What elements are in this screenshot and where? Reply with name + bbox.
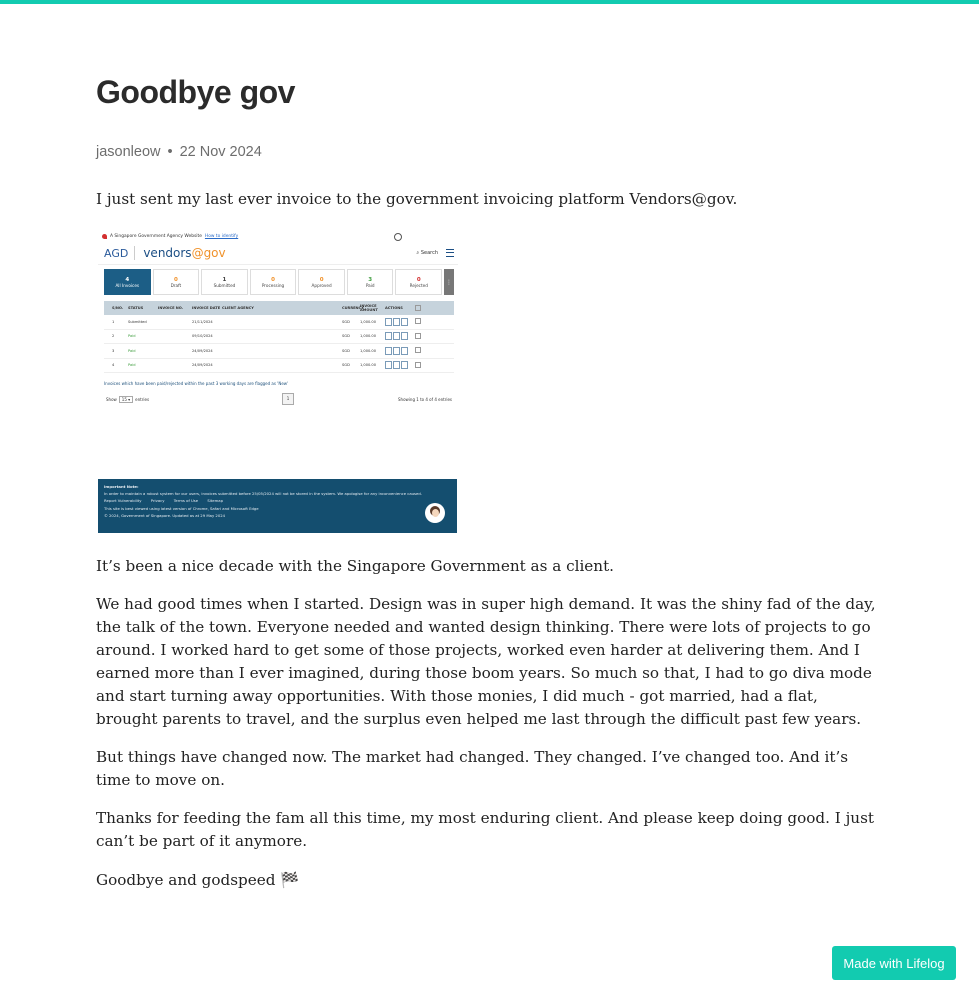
select-all-checkbox bbox=[415, 305, 423, 312]
cell-status: Paid bbox=[128, 363, 136, 368]
browser-note: This site is best viewed using latest version of Chrome, Safari and Microsoft Edge bbox=[104, 505, 259, 511]
gov-banner bbox=[98, 230, 458, 242]
col-client-agency: CLIENT AGENCY bbox=[222, 306, 254, 310]
cell-date: 21/11/2024 bbox=[192, 319, 213, 324]
delete-icon bbox=[401, 318, 408, 326]
tile-label: Approved bbox=[311, 282, 332, 288]
vendors-gov-footer-screenshot bbox=[98, 479, 457, 533]
document-icon bbox=[385, 361, 392, 369]
row-checkbox bbox=[415, 362, 423, 369]
tile-count: 0 bbox=[173, 276, 178, 283]
delete-icon bbox=[401, 361, 408, 369]
cell-currency: SGD bbox=[342, 363, 350, 368]
cell-currency: SGD bbox=[342, 348, 350, 353]
show-label: Show bbox=[106, 396, 117, 402]
table-row bbox=[104, 344, 454, 359]
copyright: © 2024, Government of Singapore. Updated as at 29 May 2024 bbox=[104, 512, 226, 518]
col-amount: INVOICE AMOUNT bbox=[360, 304, 378, 312]
cell-no: 2 bbox=[112, 334, 115, 339]
cell-amount: 1,000.00 bbox=[360, 363, 377, 368]
cell-no: 1 bbox=[112, 319, 115, 324]
tile-submitted bbox=[201, 269, 248, 295]
vendors-logo bbox=[143, 246, 225, 260]
cell-date: 09/10/2024 bbox=[192, 334, 213, 339]
more-icon: ⋮ bbox=[444, 269, 454, 295]
col-currency: CURRENCY bbox=[342, 306, 364, 310]
pagination bbox=[106, 392, 452, 406]
lion-icon bbox=[102, 234, 107, 239]
cell-actions bbox=[385, 347, 415, 355]
history-icon bbox=[393, 332, 400, 340]
col-status: STATUS bbox=[128, 306, 144, 310]
logo-gov: @gov bbox=[191, 246, 226, 260]
tile-processing bbox=[250, 269, 297, 295]
table-row bbox=[104, 359, 454, 374]
page-button: 1 bbox=[282, 393, 294, 405]
divider bbox=[134, 246, 135, 260]
tile-label: Processing bbox=[261, 282, 285, 288]
banner-text: A Singapore Government Agency Website bbox=[110, 233, 202, 239]
tile-label: Rejected bbox=[409, 282, 428, 288]
search-link: ⌕ Search bbox=[416, 250, 438, 256]
site-header bbox=[98, 242, 458, 265]
author-link[interactable]: jasonleow bbox=[96, 144, 161, 160]
tile-count: 0 bbox=[416, 276, 421, 283]
table-header bbox=[104, 301, 454, 315]
page-size bbox=[106, 396, 149, 403]
vendors-gov-screenshot bbox=[98, 230, 458, 406]
paragraph: We had good times when I started. Design was in super high demand. It was the shiny fad of the day, the talk of the town. Everyone needed and wanted design thinking. There were lots of projects to go around. I worked hard to get some of those projects, worked even harder at delivering them. And I earned more than I ever imagined, during those boom years. So much so that, I had to go diva mode and start turning away opportunities. With those monies, I did much - got married, had a flat, brought parents to travel, and the surplus even helped me last through the difficult past few years. bbox=[96, 595, 876, 728]
post-meta bbox=[96, 144, 262, 160]
cell-status: Paid bbox=[128, 334, 136, 339]
entries-label: entries bbox=[135, 396, 150, 402]
delete-icon bbox=[401, 332, 408, 340]
tile-count: 1 bbox=[222, 276, 227, 283]
tile-paid bbox=[347, 269, 394, 295]
cell-no: 3 bbox=[112, 348, 115, 353]
logo-vendors: vendors bbox=[143, 246, 192, 260]
tile-count: 0 bbox=[319, 276, 324, 283]
cell-actions bbox=[385, 361, 415, 369]
cell-currency: SGD bbox=[342, 319, 350, 324]
cell-date: 24/09/2024 bbox=[192, 348, 213, 353]
search-label: Search bbox=[420, 250, 438, 256]
col-sno: S/NO. bbox=[112, 306, 124, 310]
tile-count: 3 bbox=[368, 276, 373, 283]
document-icon bbox=[385, 347, 392, 355]
cell-date: 24/09/2024 bbox=[192, 363, 213, 368]
identify-link: How to identify bbox=[204, 233, 239, 239]
tile-count: 0 bbox=[271, 276, 275, 283]
cell-amount: 1,000.00 bbox=[360, 319, 377, 324]
table-row bbox=[104, 330, 454, 345]
footer-link: Sitemap bbox=[207, 498, 224, 504]
history-icon bbox=[393, 361, 400, 369]
document-icon bbox=[385, 332, 392, 340]
post-date: 22 Nov 2024 bbox=[179, 144, 262, 160]
footer-link: Report Vulnerability bbox=[104, 498, 142, 504]
user-icon bbox=[394, 233, 402, 241]
history-icon bbox=[393, 347, 400, 355]
top-accent-bar bbox=[0, 0, 979, 4]
flag-note: Invoices which have been paid/rejected within the past 3 working days are flagged as 'New' bbox=[104, 381, 289, 386]
tile-label: Paid bbox=[365, 282, 375, 288]
made-with-lifelog-button[interactable]: Made with Lifelog bbox=[832, 946, 956, 980]
paragraph: Thanks for feeding the fam all this time, my most enduring client. And please keep doing good. I just can’t be part of it anymore. bbox=[96, 809, 874, 850]
col-invoice-no: INVOICE NO. bbox=[158, 306, 184, 310]
tile-rejected bbox=[395, 269, 442, 295]
paragraph: It’s been a nice decade with the Singapore Government as a client. bbox=[96, 557, 615, 575]
cell-amount: 1,000.00 bbox=[360, 334, 377, 339]
cell-amount: 1,000.00 bbox=[360, 348, 377, 353]
paragraph: But things have changed now. The market had changed. They changed. I’ve changed too. And it’s time to move on. bbox=[96, 748, 849, 789]
invoice-table bbox=[104, 301, 454, 373]
tile-label: All Invoices bbox=[115, 282, 140, 288]
history-icon bbox=[393, 318, 400, 326]
footer-link: Privacy bbox=[150, 498, 165, 504]
tile-approved bbox=[298, 269, 345, 295]
menu-icon bbox=[446, 249, 454, 257]
row-checkbox bbox=[415, 333, 423, 340]
row-checkbox bbox=[415, 318, 423, 325]
note-title: Important Note: bbox=[104, 484, 139, 489]
tile-label: Draft bbox=[170, 282, 182, 288]
cell-actions bbox=[385, 332, 415, 340]
footer-links bbox=[104, 498, 451, 503]
meta-separator: • bbox=[167, 144, 173, 160]
chatbot-avatar-icon bbox=[425, 503, 445, 523]
cell-status: Submitted bbox=[128, 319, 147, 324]
post-title: Goodbye gov bbox=[96, 74, 295, 110]
footer-link: Terms of Use bbox=[173, 498, 199, 504]
agd-logo: AGD bbox=[104, 246, 129, 260]
tile-label: Submitted bbox=[213, 282, 236, 288]
table-row bbox=[104, 315, 454, 330]
note-text: In order to maintain a robust system for our users, invoices submitted before 25/05/2024 will not be stored in the system. We apologise for any inconvenience caused. bbox=[104, 491, 422, 497]
document-icon bbox=[385, 318, 392, 326]
tile-all-invoices bbox=[104, 269, 151, 295]
col-actions: ACTIONS bbox=[385, 306, 403, 310]
paragraph: I just sent my last ever invoice to the government invoicing platform Vendors@gov. bbox=[96, 190, 738, 208]
status-tiles bbox=[104, 269, 454, 295]
showing-text: Showing 1 to 4 of 4 entries bbox=[398, 396, 452, 402]
delete-icon bbox=[401, 347, 408, 355]
page-size-select: 15 ▾ bbox=[119, 396, 133, 403]
cell-no: 4 bbox=[112, 363, 115, 368]
col-invoice-date: INVOICE DATE bbox=[192, 306, 221, 310]
cell-currency: SGD bbox=[342, 334, 350, 339]
cell-actions bbox=[385, 318, 415, 326]
cell-status: Paid bbox=[128, 348, 136, 353]
tile-draft bbox=[153, 269, 200, 295]
page-size-value: 15 bbox=[121, 396, 127, 402]
tile-count: 4 bbox=[125, 276, 130, 283]
paragraph: Goodbye and godspeed 🏁 bbox=[96, 871, 300, 889]
row-checkbox bbox=[415, 347, 423, 354]
